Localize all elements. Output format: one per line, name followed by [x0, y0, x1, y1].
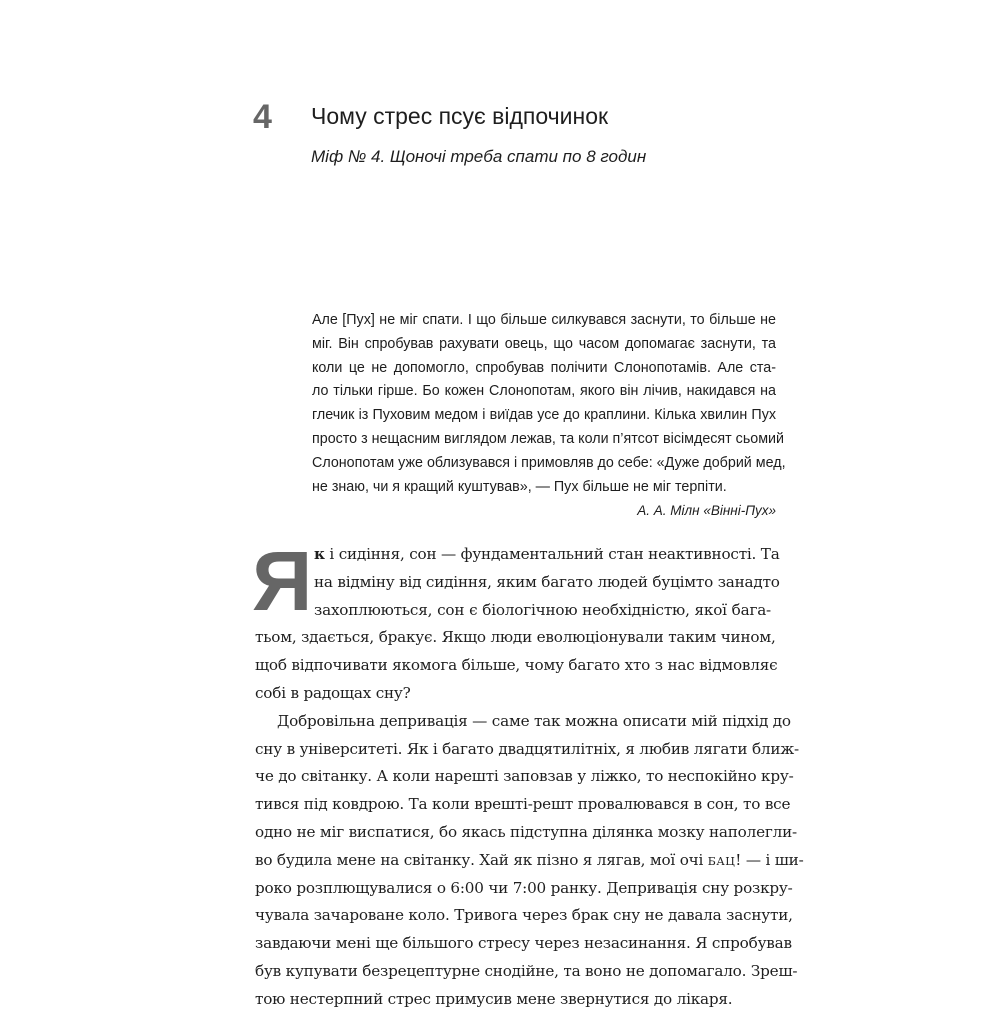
- epigraph-line: Слонопотам уже облизувався і примовляв до себе: «Дуже добрий мед,: [312, 454, 786, 471]
- body-line: собі в радощах сну?: [255, 683, 411, 702]
- body-line-text: ! — і ши-: [735, 850, 804, 869]
- body-line: тою нестерпний стрес примусив мене звернутися до лікаря.: [255, 989, 733, 1008]
- body-line: роко розплющувалися о 6:00 чи 7:00 ранку. Депривація сну розкру-: [255, 878, 793, 897]
- epigraph-attribution: А. А. Мілн «Вінні-Пух»: [637, 503, 776, 519]
- body-text: [252, 534, 804, 1014]
- epigraph: [312, 309, 786, 523]
- epigraph-line: глечик із Пуховим медом і виїдав усе до краплини. Кілька хвилин Пух: [312, 407, 776, 424]
- smallcaps-word: бац: [707, 850, 736, 869]
- body-line: чувала зачароване коло. Тривога через брак сну не давала заснути,: [255, 906, 793, 925]
- epigraph-line: не знаю, чи я кращий куштував», — Пух більше не міг терпіти.: [312, 478, 727, 495]
- body-line: [255, 541, 780, 569]
- body-line-text: і сидіння, сон — фундаментальний стан неактивності. Та: [324, 545, 780, 563]
- body-line: на відміну від сидіння, яким багато людей буцімто занадто: [314, 572, 780, 591]
- epigraph-line: міг. Він спробував рахувати овець, що часом допомагає заснути, та: [312, 335, 776, 352]
- myth-subtitle: Міф № 4. Щоночі треба спати по 8 годин: [311, 147, 647, 166]
- chapter-title: Чому стрес псує відпочинок: [311, 103, 609, 129]
- drop-cap: Я: [252, 534, 313, 628]
- body-line: [255, 847, 804, 875]
- body-line: захоплюються, сон є біологічною необхідністю, якої бага-: [314, 600, 771, 619]
- epigraph-line: ло тільки гірше. Бо кожен Слонопотам, якого він лічив, накидався на: [312, 383, 776, 400]
- body-line: Добровільна депривація — саме так можна описати мій підхід до: [277, 711, 791, 730]
- lead-letter: к: [314, 545, 325, 563]
- body-line: одно не міг виспатися, бо якась підступна ділянка мозку наполегли-: [255, 822, 797, 841]
- epigraph-line: Але [Пух] не міг спати. І що більше силкувався заснути, то більше не: [312, 312, 776, 328]
- body-line: сну в університеті. Як і багато двадцятилітніх, я любив лягати ближ-: [255, 739, 799, 758]
- chapter-number: 4: [253, 98, 272, 136]
- body-line: че до світанку. А коли нарешті заповзав у ліжко, то неспокійно кру-: [255, 767, 794, 786]
- body-line: тився під ковдрою. Та коли врешті-решт провалювався в сон, то все: [255, 795, 791, 814]
- body-line-text: во будила мене на світанку. Хай як пізно я лягав, мої очі: [255, 850, 708, 869]
- body-line: щоб відпочивати якомога більше, чому багато хто з нас відмовляє: [255, 656, 778, 675]
- body-line: був купувати безрецептурне снодійне, та воно не допомагало. Зреш-: [255, 961, 798, 980]
- body-line: завдаючи мені ще більшого стресу через незасинання. Я спробував: [255, 934, 792, 953]
- body-line: тьом, здається, бракує. Якщо люди еволюціонували таким чином,: [255, 628, 776, 647]
- epigraph-line: коли це не допомогло, спробував полічити Слонопотамів. Але ста-: [312, 359, 776, 376]
- epigraph-line: просто з нещасним виглядом лежав, та коли п’ятсот вісімдесят сьомий: [312, 430, 785, 447]
